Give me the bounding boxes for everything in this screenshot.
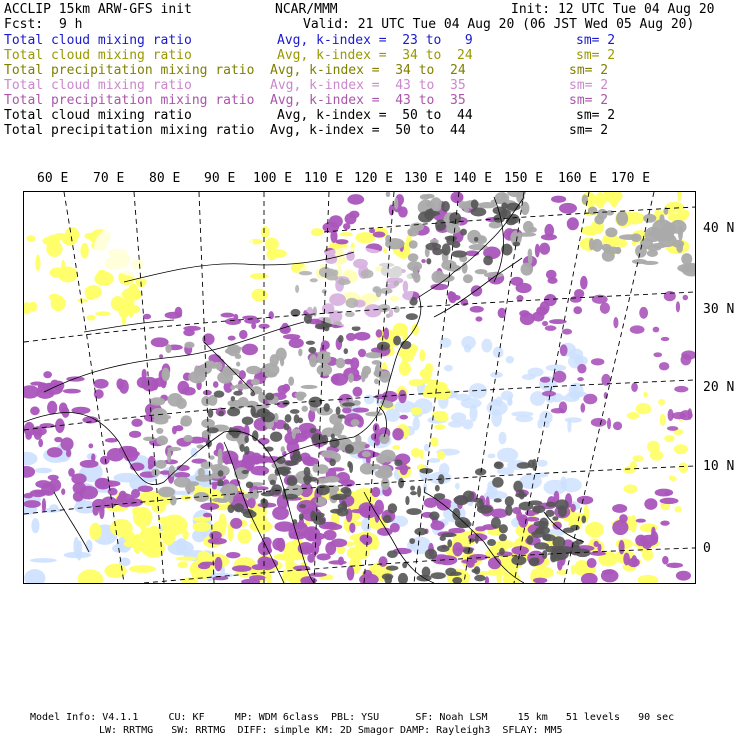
- longitude-label: 140 E: [453, 171, 493, 186]
- field-name: Total cloud mixing ratio: [4, 108, 192, 123]
- cloud-fill-layer: [24, 192, 695, 583]
- field-smoothing: sm= 2: [569, 63, 609, 78]
- field-kindex: Avg, k-index = 50 to 44: [270, 123, 466, 138]
- map-panel: [23, 191, 696, 584]
- institution-label: NCAR/MMM: [275, 2, 338, 17]
- field-name: Total cloud mixing ratio: [4, 33, 192, 48]
- longitude-label: 130 E: [404, 171, 444, 186]
- latitude-label: 20 N: [703, 380, 735, 395]
- latitude-label: 10 N: [703, 459, 735, 474]
- longitude-label: 80 E: [149, 171, 181, 186]
- longitude-label: 110 E: [304, 171, 344, 186]
- field-smoothing: sm= 2: [576, 48, 616, 63]
- forecast-label: Fcst:: [4, 17, 44, 32]
- latitude-label: 30 N: [703, 302, 735, 317]
- field-smoothing: sm= 2: [569, 78, 609, 93]
- model-title: ACCLIP 15km ARW-GFS init: [4, 2, 192, 17]
- field-kindex: Avg, k-index = 34 to 24: [270, 63, 466, 78]
- model-info-line2: LW: RRTMG SW: RRTMG DIFF: simple KM: 2D Smagor DAMP: Rayleigh3 SFLAY: MM5: [99, 725, 563, 736]
- init-time: Init: 12 UTC Tue 04 Aug 20: [511, 2, 715, 17]
- valid-time: Valid: 21 UTC Tue 04 Aug 20 (06 JST Wed 05 Aug 20): [303, 17, 695, 32]
- longitude-label: 70 E: [93, 171, 125, 186]
- field-name: Total precipitation mixing ratio: [4, 123, 255, 138]
- longitude-label: 100 E: [253, 171, 293, 186]
- field-name: Total cloud mixing ratio: [4, 78, 192, 93]
- longitude-label: 90 E: [204, 171, 236, 186]
- field-smoothing: sm= 2: [576, 33, 616, 48]
- field-kindex: Avg, k-index = 43 to 35: [270, 78, 466, 93]
- field-kindex: Avg, k-index = 34 to 24: [277, 48, 473, 63]
- forecast-hour: 9 h: [59, 17, 83, 32]
- longitude-label: 170 E: [611, 171, 651, 186]
- longitude-label: 120 E: [354, 171, 394, 186]
- longitude-label: 150 E: [504, 171, 544, 186]
- field-name: Total precipitation mixing ratio: [4, 93, 255, 108]
- field-smoothing: sm= 2: [569, 123, 609, 138]
- field-smoothing: sm= 2: [576, 108, 616, 123]
- map-graphic: [24, 192, 695, 583]
- latitude-label: 0: [703, 541, 711, 556]
- latitude-label: 40 N: [703, 221, 735, 236]
- field-smoothing: sm= 2: [569, 93, 609, 108]
- model-info-line1: Model Info: V4.1.1 CU: KF MP: WDM 6class PBL: YSU SF: Noah LSM 15 km 51 levels 90 sec: [30, 712, 675, 723]
- field-name: Total cloud mixing ratio: [4, 48, 192, 63]
- longitude-label: 60 E: [37, 171, 69, 186]
- longitude-label: 160 E: [558, 171, 598, 186]
- field-name: Total precipitation mixing ratio: [4, 63, 255, 78]
- field-kindex: Avg, k-index = 23 to 9: [277, 33, 473, 48]
- field-kindex: Avg, k-index = 43 to 35: [270, 93, 466, 108]
- field-kindex: Avg, k-index = 50 to 44: [277, 108, 473, 123]
